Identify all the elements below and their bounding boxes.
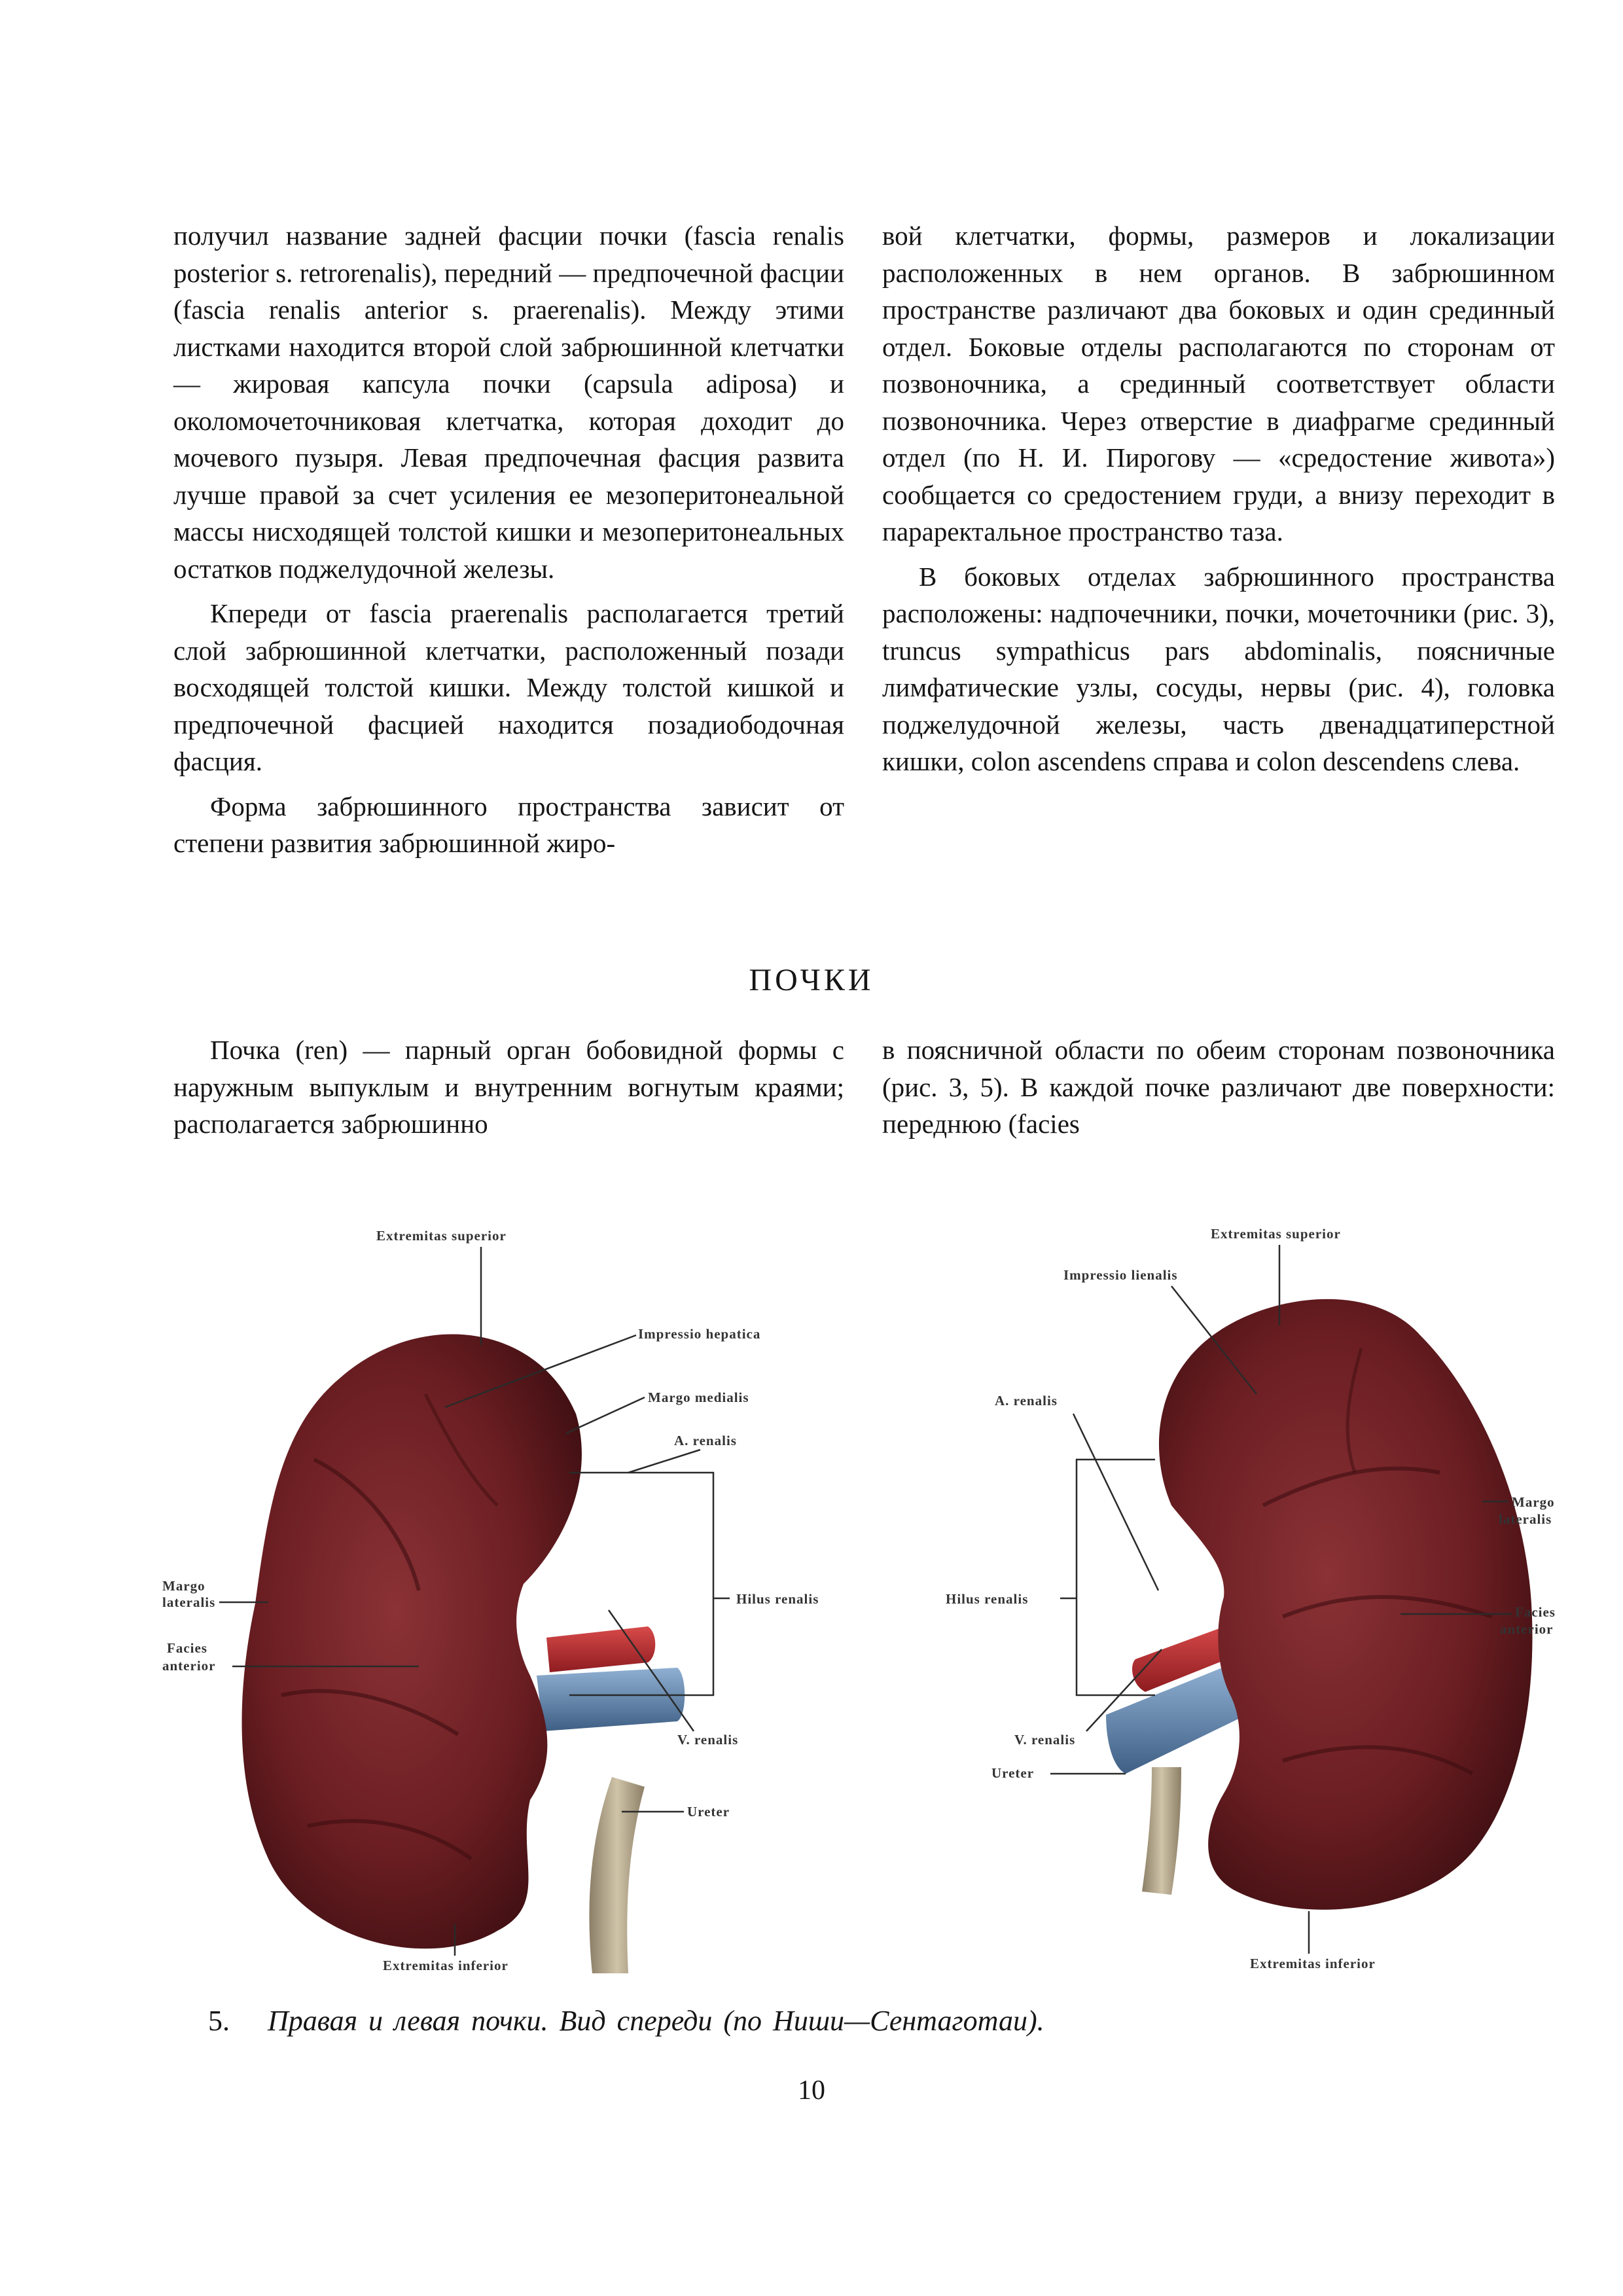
- label: Ureter: [991, 1765, 1035, 1781]
- ureter-left: [1142, 1767, 1181, 1895]
- label: Ureter: [687, 1804, 730, 1820]
- text-column-right-bottom: [882, 1031, 1555, 1143]
- label: Extremitas superior: [376, 1228, 507, 1244]
- label: anterior: [162, 1658, 216, 1674]
- label: anterior: [1500, 1621, 1554, 1637]
- text-column-left-bottom: [173, 1031, 844, 1143]
- paragraph: вой клетчатки, формы, размеров и локализации расположенных в нем органов. В забрюшинном пространстве различают два боковых и один срединный отдел. Боковые отделы располагаются по сторонам от позвоночника, а срединный соответствует области позвоночника. Через отверстие в диафрагме срединный отдел (по Н. И. Пирогову — «средостение живота») сообщается со средостением груди, а внизу переходит в параректальное пространство таза.: [882, 221, 1555, 547]
- label: lateralis: [162, 1594, 216, 1610]
- label: V. renalis: [1014, 1732, 1076, 1748]
- kidney-figure: [0, 1198, 1623, 2003]
- right-kidney: [242, 1334, 685, 1973]
- label: Extremitas superior: [1211, 1226, 1341, 1242]
- label: Impressio lienalis: [1063, 1267, 1178, 1283]
- caption-number: 5.: [208, 2005, 230, 2037]
- paragraph: Почка (ren) — парный орган бобовидной формы с наружным выпуклым и внутренним вогнутым краями; располагается забрюшинно: [173, 1035, 844, 1139]
- label: V. renalis: [677, 1732, 739, 1748]
- label: Margo medialis: [648, 1390, 749, 1405]
- renal-vein-right: [537, 1668, 685, 1731]
- leader-line: [566, 1397, 645, 1433]
- label: Extremitas inferior: [383, 1958, 508, 1973]
- ureter-right: [589, 1777, 645, 1973]
- label: A. renalis: [674, 1433, 737, 1448]
- label: Margo: [1512, 1494, 1555, 1510]
- paragraph: Форма забрюшинного пространства зависит от степени развития забрюшинной жиро-: [173, 791, 844, 858]
- label: Hilus renalis: [736, 1591, 819, 1607]
- left-kidney: [1106, 1299, 1533, 1910]
- renal-artery-right: [546, 1626, 655, 1672]
- paragraph: Кпереди от fascia praerenalis располагается третий слой забрюшинной клетчатки, расположенный позади восходящей толстой кишки. Между толстой кишкой и предпочечной фасцией находится позадиободочная фасция.: [173, 598, 844, 776]
- text-column-left-top: [173, 217, 844, 862]
- kidney-shape-right: [242, 1334, 582, 1948]
- page-number: 10: [798, 2075, 825, 2106]
- figure-caption: [208, 2004, 1044, 2037]
- label: Hilus renalis: [946, 1591, 1029, 1607]
- label: Facies: [1515, 1604, 1556, 1620]
- paragraph: в поясничной области по обеим сторонам позвоночника (рис. 3, 5). В каждой почке различают две поверхности: переднюю (facies: [882, 1035, 1555, 1139]
- label: Margo: [162, 1578, 205, 1594]
- label: Extremitas inferior: [1250, 1956, 1376, 1971]
- label: Impressio hepatica: [638, 1326, 761, 1342]
- label: A. renalis: [995, 1393, 1058, 1408]
- section-heading: ПОЧКИ: [749, 963, 874, 997]
- label: lateralis: [1499, 1511, 1552, 1527]
- leader-line: [1073, 1414, 1158, 1590]
- paragraph: В боковых отделах забрюшинного пространства расположены: надпочечники, почки, мочеточники (рис. 3), truncus sympathicus pars abdominalis, поясничные лимфатические узлы, сосуды, нервы (рис. 4), головка поджелудочной железы, часть двенадцатиперстной кишки, colon ascendens справа и colon descendens слева.: [882, 561, 1555, 776]
- label: Facies: [167, 1640, 207, 1656]
- kidney-shape-left: [1159, 1299, 1533, 1910]
- caption-text: Правая и левая почки. Вид спереди (по Ниши—Сентаготаи).: [268, 2005, 1044, 2037]
- leader-line: [628, 1450, 700, 1473]
- text-column-right-top: [882, 217, 1555, 780]
- paragraph: получил название задней фасции почки (fascia renalis posterior s. retrorenalis), передний — предпочечной фасции (fascia renalis anterior s. praerenalis). Между этими листками находится второй слой забрюшинной клетчатки — жировая капсула почки (capsula adiposa) и околомочеточниковая клетчатка, которая доходит до мочевого пузыря. Левая предпочечная фасция развита лучше правой за счет усиления ее мезоперитонеальной массы нисходящей толстой кишки и мезоперитонеальных остатков поджелудочной железы.: [173, 221, 844, 584]
